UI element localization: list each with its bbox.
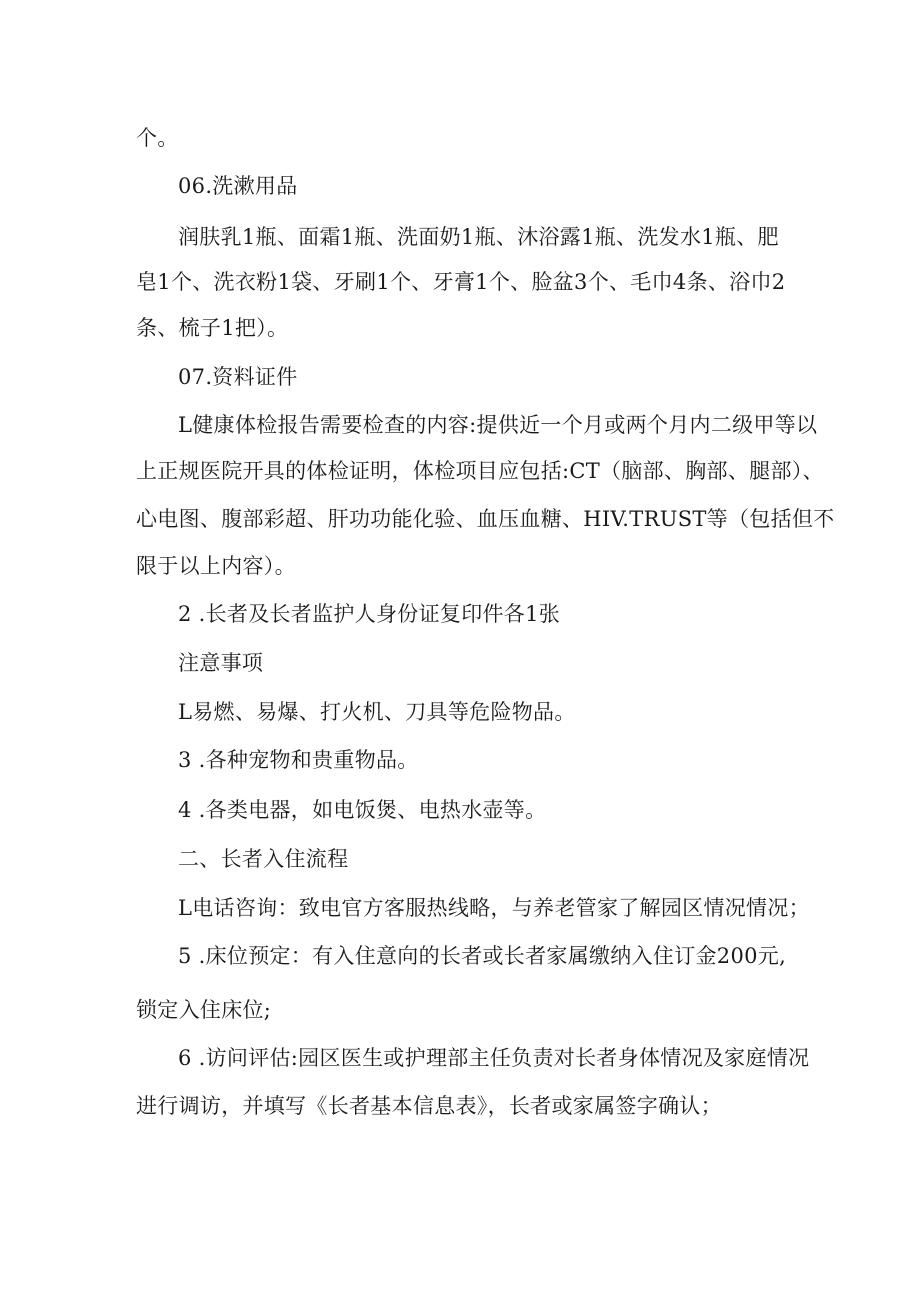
health-check-line-4: 限于以上内容）。 bbox=[136, 554, 296, 578]
health-check-line-3: 心电图、腹部彩超、肝功功能化验、血压血糖、HIV.TRUST等（包括但不 bbox=[136, 507, 835, 531]
text-line-continuation: 个。 bbox=[136, 126, 179, 150]
id-copy-item: 2 .长者及长者监护人身份证复印件各1张 bbox=[178, 602, 561, 626]
notes-item-pets-valuables: 3 .各种宠物和贵重物品。 bbox=[178, 748, 419, 772]
toiletries-paragraph-line-1: 润肤乳1瓶、面霜1瓶、洗面奶1瓶、沐浴露1瓶、洗发水1瓶、肥 bbox=[178, 225, 779, 249]
process-step-bed-booking-line-1: 5 .床位预定：有入住意向的长者或长者家属缴纳入住订金200元, bbox=[178, 944, 787, 968]
notes-heading: 注意事项 bbox=[178, 651, 264, 675]
process-step-visit-assessment-line-2: 进行调访，并填写《长者基本信息表》，长者或家属签字确认； bbox=[136, 1094, 722, 1118]
notes-item-dangerous-goods: L易燃、易爆、打火机、刀具等危险物品。 bbox=[178, 700, 576, 724]
toiletries-paragraph-line-2: 皂1个、洗衣粉1袋、牙刷1个、牙膏1个、脸盆3个、毛巾4条、浴巾2 bbox=[136, 270, 786, 294]
process-step-visit-assessment-line-1: 6 .访问评估:园区医生或护理部主任负责对长者身体情况及家庭情况 bbox=[178, 1046, 810, 1070]
section-heading-checkin-process: 二、长者入住流程 bbox=[178, 847, 349, 871]
toiletries-paragraph-line-3: 条、梳子1把）。 bbox=[136, 316, 289, 340]
health-check-line-2: 上正规医院开具的体检证明，体检项目应包括:CT（脑部、胸部、腿部）、 bbox=[136, 459, 824, 483]
process-step-bed-booking-line-2: 锁定入住床位; bbox=[136, 998, 272, 1022]
section-heading-documents: 07.资料证件 bbox=[178, 365, 298, 389]
section-heading-toiletries: 06.洗漱用品 bbox=[178, 174, 298, 198]
process-step-phone-consult: L电话咨询：致电官方客服热线略，与养老管家了解园区情况情况； bbox=[178, 896, 810, 920]
health-check-line-1: L健康体检报告需要检查的内容:提供近一个月或两个月内二级甲等以 bbox=[178, 413, 818, 437]
notes-item-appliances: 4 .各类电器，如电饭煲、电热水壶等。 bbox=[178, 798, 547, 822]
